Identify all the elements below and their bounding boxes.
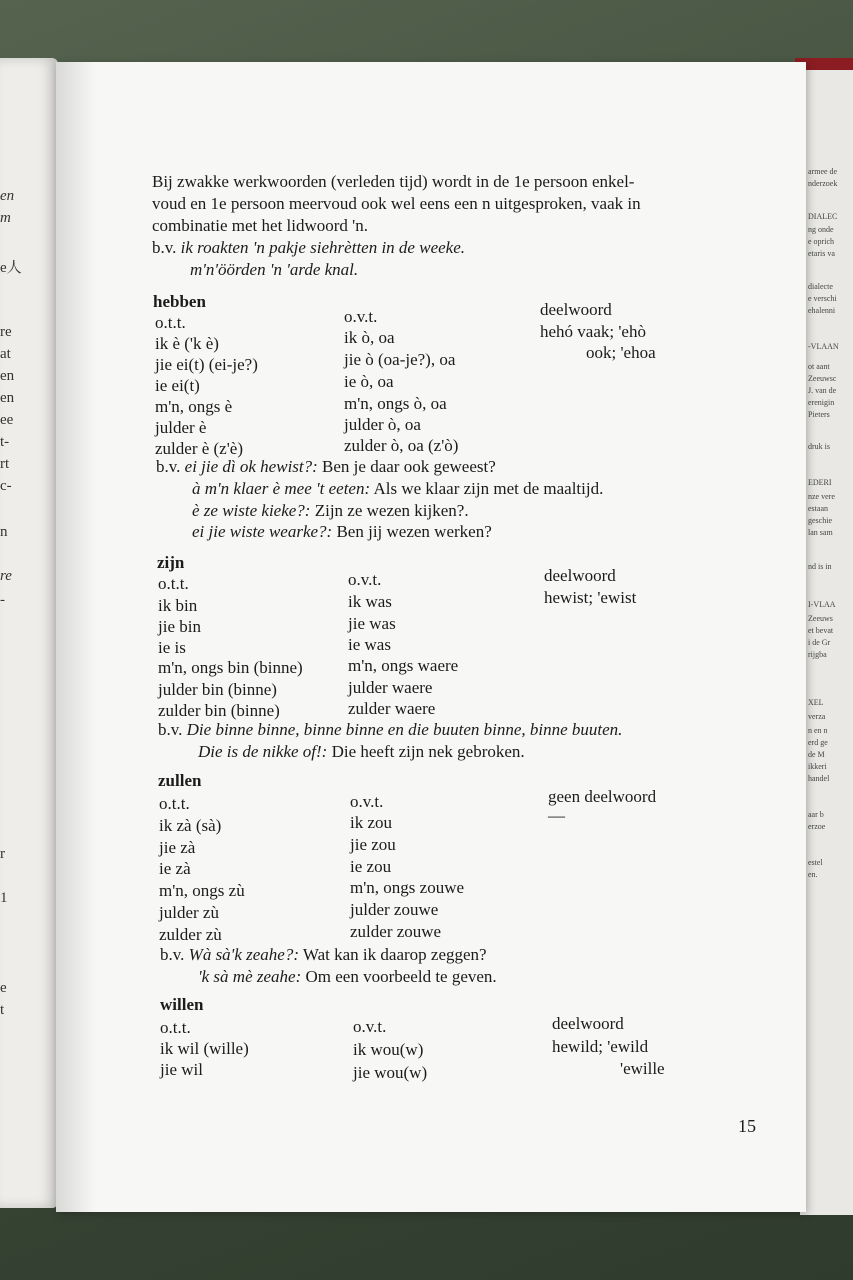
conj-cell: ook; 'ehoa xyxy=(586,343,656,362)
conj-cell: o.t.t. xyxy=(158,574,189,593)
verb-heading-zullen: zullen xyxy=(158,771,202,790)
right-fragment: armee de xyxy=(808,167,838,176)
conj-cell: zulder ò, oa (z'ò) xyxy=(344,436,459,455)
conj-cell: ie was xyxy=(348,635,391,654)
right-fragment: J. van de xyxy=(808,386,837,395)
page-gutter-shadow xyxy=(56,62,96,1212)
conj-cell: — xyxy=(548,806,565,825)
conj-cell: jie wil xyxy=(160,1060,203,1079)
conj-cell: jie zou xyxy=(350,835,396,854)
intro-line: voud en 1e persoon meervoud ook wel eens een n uitgesproken, vaak in xyxy=(152,194,641,213)
left-fragment: - xyxy=(0,592,5,608)
conj-cell: ik was xyxy=(348,592,392,611)
example-line xyxy=(198,967,497,987)
conj-cell: julder bin (binne) xyxy=(158,680,277,699)
conj-cell: ik wou(w) xyxy=(353,1040,424,1059)
example-dialect: Die is de nikke of!: xyxy=(198,742,328,761)
left-fragment: n xyxy=(0,524,8,540)
right-fragment: nderzoek xyxy=(808,179,838,188)
conj-cell: julder ò, oa xyxy=(344,415,421,434)
right-fragment: estel xyxy=(808,858,823,867)
right-fragment: estaan xyxy=(808,504,828,513)
example-line xyxy=(192,501,469,521)
right-fragment: ng onde xyxy=(808,225,834,234)
right-fragment: et bevat xyxy=(808,626,834,635)
example-line xyxy=(160,945,487,965)
example-translation: Ben jij wezen werken? xyxy=(332,522,492,541)
right-fragment: etaris va xyxy=(808,249,835,258)
right-fragment: n en n xyxy=(808,726,828,735)
verb-heading-zijn: zijn xyxy=(157,553,185,572)
conj-cell: julder zù xyxy=(159,903,219,922)
conj-cell: o.v.t. xyxy=(348,570,382,589)
left-fragment: m xyxy=(0,210,11,226)
right-fragment: geschie xyxy=(808,516,832,525)
right-fragment: Zeeuwsc xyxy=(808,374,837,383)
conj-cell: hewist; 'ewist xyxy=(544,588,637,607)
right-fragment: I-VLAA xyxy=(808,600,836,609)
example-line xyxy=(192,479,603,499)
right-fragment: rijgba xyxy=(808,650,827,659)
conj-cell: hewild; 'ewild xyxy=(552,1037,649,1056)
example-line xyxy=(198,742,525,762)
conj-cell: jie ò (oa-je?), oa xyxy=(344,350,456,369)
left-fragment: at xyxy=(0,346,11,362)
right-fragment: i de Gr xyxy=(808,638,831,647)
example-line xyxy=(156,457,496,477)
left-fragment: re xyxy=(0,568,12,584)
right-fragment: druk is xyxy=(808,442,830,451)
right-fragment: erzoe xyxy=(808,822,826,831)
next-page-edge xyxy=(800,70,853,1215)
right-fragment: XEL xyxy=(808,698,824,707)
example-prefix: b.v. xyxy=(158,720,183,739)
right-fragment: e oprich xyxy=(808,237,834,246)
conj-cell: zulder zù xyxy=(159,925,222,944)
intro-example-line: m'n'öörden 'n 'arde knal. xyxy=(190,260,359,279)
right-fragment: lan sam xyxy=(808,528,833,537)
right-fragment: e verschi xyxy=(808,294,837,303)
conj-cell: ie ò, oa xyxy=(344,372,394,391)
right-fragment: Zeeuws xyxy=(808,614,833,623)
example-translation: Als we klaar zijn met de maaltijd. xyxy=(370,479,604,498)
example-dialect: ik roakten 'n pakje siehrètten in de weeke. xyxy=(180,238,465,257)
right-fragment: erd ge xyxy=(808,738,828,747)
example-dialect: è ze wiste kieke?: xyxy=(192,501,311,520)
example-line xyxy=(192,522,492,542)
left-fragment: en xyxy=(0,368,15,384)
conj-cell: m'n, ongs è xyxy=(155,397,233,416)
example-translation: Wat kan ik daarop zeggen? xyxy=(298,945,487,964)
left-fragment: re xyxy=(0,324,12,340)
left-page-edge xyxy=(0,58,58,1208)
conj-cell: m'n, ongs zù xyxy=(159,881,245,900)
conj-cell: ie is xyxy=(158,638,186,657)
conj-cell: ik bin xyxy=(158,596,198,615)
conj-cell: ie zà xyxy=(159,859,191,878)
example-translation: Zijn ze wezen kijken?. xyxy=(310,501,469,520)
right-fragment: verza xyxy=(808,712,826,721)
example-dialect: ei jie dì ok hewist?: xyxy=(184,457,318,476)
page-number: 15 xyxy=(738,1116,756,1136)
conj-cell: geen deelwoord xyxy=(548,787,657,806)
right-fragment: EDERI xyxy=(808,478,832,487)
left-fragment: rt xyxy=(0,456,10,472)
conj-cell: o.t.t. xyxy=(160,1018,191,1037)
conj-cell: jie bin xyxy=(158,617,201,636)
example-prefix: b.v. xyxy=(152,238,177,257)
left-fragment: t- xyxy=(0,434,10,450)
left-fragment: ee xyxy=(0,412,14,428)
conj-cell: ik zou xyxy=(350,813,393,832)
example-line xyxy=(158,720,622,740)
example-prefix: b.v. xyxy=(156,457,181,476)
left-fragment: r xyxy=(0,846,5,862)
conj-cell: o.v.t. xyxy=(344,307,378,326)
left-fragment: t xyxy=(0,1002,5,1018)
conj-cell: o.t.t. xyxy=(159,794,190,813)
conj-cell: jie wou(w) xyxy=(353,1063,428,1082)
conj-cell: deelwoord xyxy=(540,300,612,319)
left-fragment: en xyxy=(0,390,15,406)
conj-cell: deelwoord xyxy=(544,566,616,585)
verb-heading-willen: willen xyxy=(160,995,204,1014)
right-fragment: nd is in xyxy=(808,562,832,571)
intro-line: combinatie met het lidwoord 'n. xyxy=(152,216,368,235)
conj-cell: julder è xyxy=(155,418,207,437)
example-dialect: 'k sà mè zeahe: xyxy=(198,967,302,986)
right-fragment: Pieters xyxy=(808,410,830,419)
conj-cell: jie ei(t) (ei-je?) xyxy=(155,355,258,374)
conj-cell: m'n, ongs waere xyxy=(348,656,459,675)
example-dialect: à m'n klaer è mee 't eeten: xyxy=(192,479,371,498)
conj-cell: zulder zouwe xyxy=(350,922,442,941)
conj-cell: 'ewille xyxy=(620,1059,665,1078)
conj-cell: zulder bin (binne) xyxy=(158,701,280,720)
conj-cell: zulder waere xyxy=(348,699,436,718)
conj-cell: ie zou xyxy=(350,857,392,876)
conj-cell: hehó vaak; 'ehò xyxy=(540,322,646,341)
example-dialect: Die binne binne, binne binne en die buuten binne, binne buuten. xyxy=(186,720,623,739)
left-fragment: c- xyxy=(0,478,12,494)
right-fragment: aar b xyxy=(808,810,824,819)
conj-cell: zulder è (z'è) xyxy=(155,439,243,458)
right-fragment: DIALEC xyxy=(808,212,838,221)
conj-cell: o.t.t. xyxy=(155,313,186,332)
conj-cell: ie ei(t) xyxy=(155,376,200,395)
conj-cell: jie was xyxy=(348,614,396,633)
example-dialect: ei jie wiste wearke?: xyxy=(192,522,333,541)
example-translation: Ben je daar ook geweest? xyxy=(317,457,496,476)
conj-cell: ik è ('k è) xyxy=(155,334,219,353)
conj-cell: jie zà xyxy=(159,838,196,857)
conj-cell: ik ò, oa xyxy=(344,328,395,347)
intro-example-line xyxy=(152,238,465,258)
conj-cell: julder zouwe xyxy=(350,900,439,919)
right-fragment: nze vere xyxy=(808,492,835,501)
example-translation: Om een voorbeeld te geven. xyxy=(301,967,497,986)
right-fragment: erenigin xyxy=(808,398,835,407)
example-translation: Die heeft zijn nek gebroken. xyxy=(327,742,525,761)
conj-cell: ik zà (sà) xyxy=(159,816,222,835)
conj-cell: m'n, ongs zouwe xyxy=(350,878,465,897)
left-fragment: en xyxy=(0,188,15,204)
right-fragment: ikkeri xyxy=(808,762,827,771)
conj-cell: o.v.t. xyxy=(350,792,384,811)
right-fragment: -VLAAN xyxy=(808,342,839,351)
conj-cell: m'n, ongs ò, oa xyxy=(344,394,447,413)
right-fragment: en. xyxy=(808,870,818,879)
intro-line: Bij zwakke werkwoorden (verleden tijd) wordt in de 1e persoon enkel- xyxy=(152,172,635,191)
conj-cell: o.v.t. xyxy=(353,1017,387,1036)
conj-cell: ik wil (wille) xyxy=(160,1039,249,1058)
left-fragment: e人 xyxy=(0,260,22,276)
right-fragment: de M xyxy=(808,750,825,759)
verb-heading-hebben: hebben xyxy=(153,292,206,311)
conj-cell: m'n, ongs bin (binne) xyxy=(158,658,303,677)
right-fragment: dialecte xyxy=(808,282,833,291)
conj-cell: deelwoord xyxy=(552,1014,624,1033)
right-fragment: ot aant xyxy=(808,362,830,371)
example-prefix: b.v. xyxy=(160,945,185,964)
left-fragment: e xyxy=(0,980,7,996)
example-dialect: Wà sà'k zeahe?: xyxy=(188,945,299,964)
left-fragment: 1 xyxy=(0,890,8,906)
conj-cell: julder waere xyxy=(348,678,433,697)
right-fragment: handel xyxy=(808,774,830,783)
right-fragment: ehalenni xyxy=(808,306,836,315)
